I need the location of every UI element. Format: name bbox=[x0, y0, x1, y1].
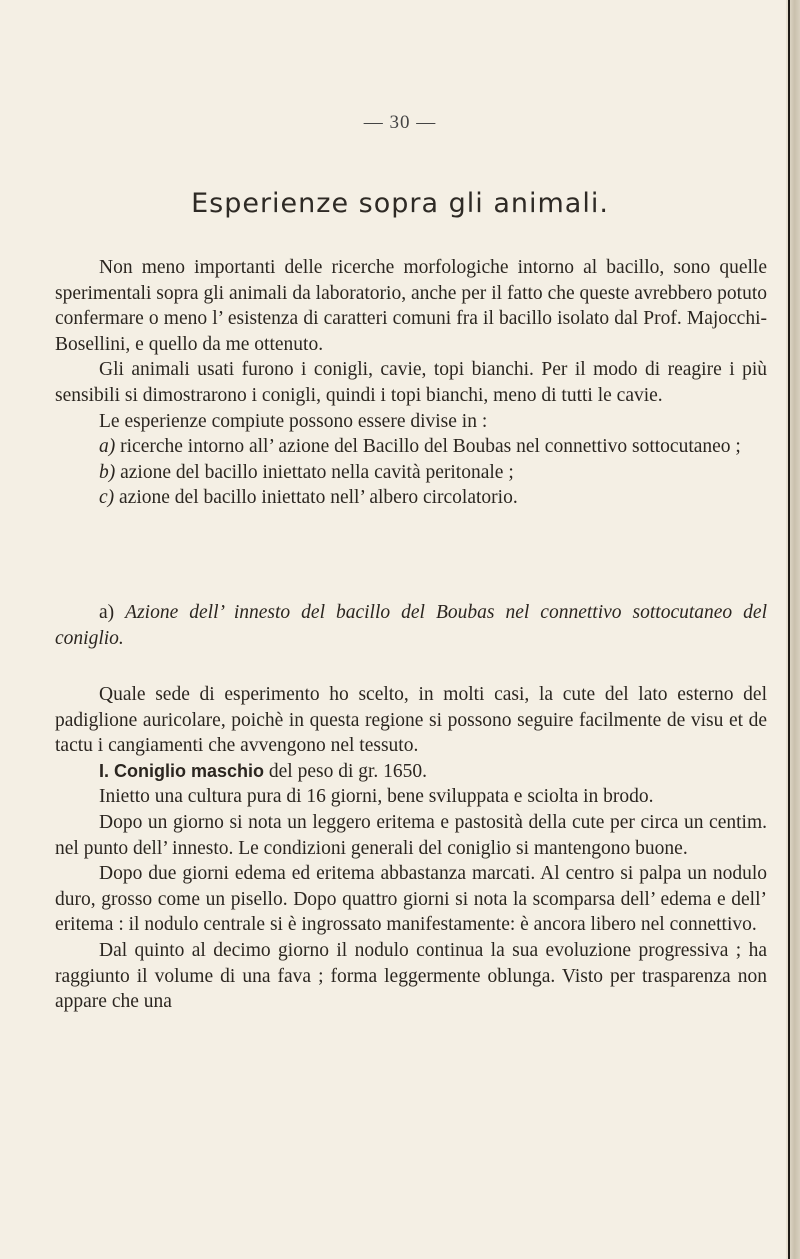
specimen-detail: del peso di gr. 1650. bbox=[268, 760, 428, 782]
body-paragraph-1: Quale sede di esperimento ho scelto, in molti casi, la cute del lato esterno del padiglione auricolare, poichè in questa regione si possono seguire facilmente de visu et de tactu i cangiamenti che avvengono nel tessuto. bbox=[55, 684, 767, 757]
page-title: Esperienze sopra gli animali. bbox=[191, 188, 609, 219]
body-paragraph-5: Dopo due giorni edema ed eritema abbastanza marcati. Al centro si palpa un nodulo duro, grosso come un pisello. Dopo quattro giorni si nota la scomparsa dell’ edema e dell’ eritema : il nodulo centrale si è ingrossato manifestamente: è ancora libero nel connettivo. bbox=[55, 863, 767, 936]
body-paragraph-4: Dopo un giorno si nota un leggero eritema e pastosità della cute per circa un centim. nel punto dell’ innesto. Le condizioni generali del coniglio si mantengono buone. bbox=[55, 811, 767, 859]
list-item-b bbox=[99, 460, 767, 486]
intro-paragraph-1: Non meno importanti delle ricerche morfologiche intorno al bacillo, sono quelle sperimentali sopra gli animali da laboratorio, anche per il fatto che queste avrebbero potuto confermare o meno l’ esistenza di caratteri comuni fra il bacillo isolato dal Prof. Majocchi-Bosellini, e quello da me ottenuto. bbox=[55, 257, 767, 355]
body-paragraph-3: Inietto una cultura pura di 16 giorni, bene sviluppata e sciolta in brodo. bbox=[99, 786, 654, 808]
list-marker-a: a) bbox=[99, 436, 116, 458]
list-text-b: azione del bacillo iniettato nella cavità peritonale ; bbox=[120, 461, 514, 483]
section-marker: a) bbox=[99, 602, 115, 623]
list-marker-b: b) bbox=[99, 461, 116, 483]
section-heading bbox=[55, 600, 767, 651]
intro-paragraph-3: Le esperienze compiute possono essere divise in : bbox=[99, 410, 488, 432]
body-paragraph-2 bbox=[55, 759, 767, 785]
intro-block bbox=[55, 255, 767, 511]
list-text-a: ricerche intorno all’ azione del Bacillo del Boubas nel connettivo sottocutaneo ; bbox=[120, 436, 741, 458]
list-item-a bbox=[99, 434, 767, 460]
body-paragraph-6: Dal quinto al decimo giorno il nodulo continua la sua evoluzione progressiva ; ha raggiunto il volume di una fava ; forma leggermente oblunga. Visto per trasparenza non appare che una bbox=[55, 939, 767, 1013]
body-block bbox=[55, 682, 767, 1015]
page-number: — 30 — bbox=[363, 112, 437, 133]
list-text-c: azione del bacillo iniettato nell’ albero circolatorio. bbox=[119, 487, 518, 509]
specimen-label: I. Coniglio maschio bbox=[99, 760, 265, 781]
intro-paragraph-2: Gli animali usati furono i conigli, cavie, topi bianchi. Per il modo di reagire i più sensibili si dimostrarono i conigli, quindi i topi bianchi, meno di tutti le cavie. bbox=[55, 359, 767, 406]
section-title: Azione dell’ innesto del bacillo del Boubas nel connettivo sottocutaneo del coniglio. bbox=[55, 602, 768, 649]
list-marker-c: c) bbox=[99, 487, 115, 509]
list-item-c bbox=[99, 485, 767, 511]
